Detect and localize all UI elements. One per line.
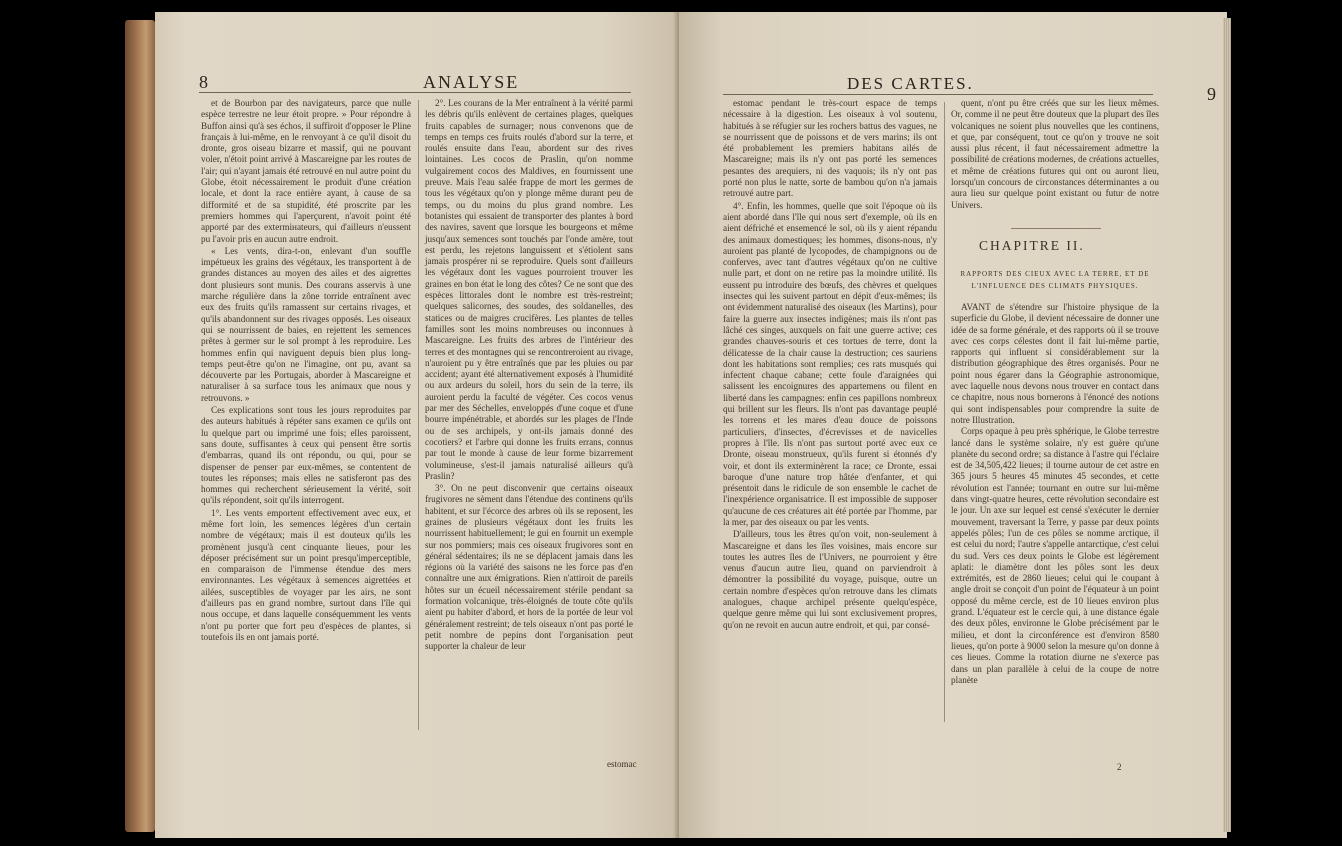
paragraph: et de Bourbon par des navigateurs, parce que nulle espèce terrestre ne leur étoit propre. » Pour répondre à Buffon ainsi qu'à ses échos, il suffiroit d'opposer le Pline français à lui-même, en le renvoyant à ce qu'il disoit du dronte, gros oiseau bizarre et massif, qui ne pouvant voler, n'étoit point arrivé à Mascareigne par les routes de l'air; qui n'ayant jamais été retrouvé en nul autre point du Globe, étoit nécessairement le produit d'une création locale, et dont la race entière ayant, à cause de sa difformité et de sa stupidité, été proscrite par les premiers hommes qui l'aperçurent, n'avoit point été apporté par des extermінateurs, qui d'ailleurs n'eussent pu l'avoir pris en aucun autre endroit. xyxy=(201,98,411,244)
left-head-rule xyxy=(199,92,631,93)
paragraph: 2°. Les courans de la Mer entraînent à la vérité parmi les débris qu'ils enlèvent de certaines plages, quelques fruits capables de surnager; nous convenons que de temps en temps ces fruits roulés d'abord sur la terre, et roulés ensuite dans l'eau, abordent sur des rives lointaines. Les cocos de Praslin, qu'on nomme vulgairement cocos des Maldives, en fournissent une preuve. Mais l'eau salée frappe de mort les germes de tous les végétaux qu'on y plonge même durant peu de temps, ou du moins du plus grand nombre. Les botanistes qui essaient de transporter des plantes à bord des navires, savent que lorsque les bourgeons et même jusqu'aux semences sont touchés par l'onde amère, tout est perdu, les rejetons languissent et s'étiolent sans jamais prospérer ni se reproduire. Quels sont d'ailleurs les végétaux dont les vagues pourroient trouver les graines en bon état le long des côtes? Ce ne sont que des espèces littorales dont le nombre est très-restreint; quelques salicornes, des soudes, des soldanelles, des statices ou de maigres crucifères. Les plantes de telles familles sont les moins nombreuses ou inconnues à Mascareigne. Les fruits des arbres de l'intérieur des terres et des montagnes qui se rencontreroient au rivage, n'auroient pu y être entraînés que par les pluies ou par accident; ayant été alternativement exposés à l'humidité ou aux ardeurs du soleil, hors du sein de la terre, ils auroient perdu la faculté de végéter. Ces cocos venus par mer des Séchelles, enveloppés d'une coque et d'une bourre impénétrable, et abordés sur les plages de l'Inde ou de ses archipels, y ont-ils jamais donné des cocotiers? et l'arbre qui donne les fruits errans, connus par tout le monde à cause de leur forme bizarrement volumineuse, s'est-il jamais naturalisé ailleurs qu'à Praslin? xyxy=(425,98,633,481)
right-column-1 xyxy=(723,98,937,738)
left-page-number: 8 xyxy=(199,72,210,92)
right-column-2 xyxy=(951,98,1159,210)
catchword: estomac xyxy=(607,759,637,769)
chapter-ornament-rule xyxy=(1011,228,1101,229)
left-column-1 xyxy=(201,98,411,738)
right-column-divider xyxy=(944,102,945,722)
paragraph: AVANT de s'étendre sur l'histoire physique de la superficie du Globe, il devient nécessaire de donner une idée de sa forme générale, et des rapports où il se trouve avec ces corps célestes dont il fait lui-même partie, rapports qui influent si considérablement sur la distribution géographique des êtres organisés. Pour ne point nous égarer dans la Géographie astronomique, avec laquelle nous devons nous trouver en contact dans ce chapitre, nous nous bornerons à l'énoncé des notions qui sont indispensables pour comprendre la suite de notre Illustration. xyxy=(951,302,1159,425)
paragraph: estomac pendant le très-court espace de temps nécessaire à la digestion. Les oiseaux à vol soutenu, habitués à se réfugier sur les rochers battus des vagues, ne se nourrissent que de poissons et de vers marins; ils ont été probablement les premiers habitans ailés de Mascareigne; mais ils n'y ont pas porté les semences pesantes des arequiers, ni des vaquois; ils n'y ont pas porté non plus le natte, sorte de bambou qu'on n'a jamais retrouvé autre part. xyxy=(723,98,937,199)
chapter-subtitle: RAPPORTS DES CIEUX AVEC LA TERRE, ET DE L'INFLUENCE DES CLIMATS PHYSIQUES. xyxy=(960,270,1150,290)
paragraph: D'ailleurs, tous les êtres qu'on voit, non-seulement à Mascareigne et dans les îles voisines, mais encore sur toutes les autres îles de l'Univers, ne pourroient y être venus d'aucun autre lieu, quand on parviendroit à démontrer la possibilité du voyage, puisque, outre un certain nombre d'espèces qu'on retrouve dans les climats analogues, chaque archipel présente quelqu'espèce, quelque genre même qui lui sont exclusivement propres, qu'on ne revoit en aucun autre endroit, et qui, par consé- xyxy=(723,529,937,630)
paragraph: Ces explications sont tous les jours reproduites par des auteurs habitués à répéter sans examen ce qu'ils ont lu quelque part ou imprimé une fois; elles paroissent, sans doute, suffisantes à ceux qui pensent être sortis d'embarras, quand ils ont répondu, ou qui, pour se dispenser de penser par eux-mêmes, se contentent de toutes les réponses; mais elles ne satisferont pas des hommes qui recherchent sérieusement la vérité, soit qu'ils répondent, soit qu'ils interrogent. xyxy=(201,405,411,506)
right-page-number: 9 xyxy=(1207,84,1218,104)
paragraph: « Les vents, dira-t-on, enlevant d'un souffle impétueux les grains des végétaux, les transportent à de grandes distances au moyen des ailes et des aigrettes dont plusieurs sont munis. Des courans asservis à une marche régulière dans la zône torride entraînent avec eux des fruits qu'ils ramassent sur certains rivages, et qu'ils abandonnent sur des rivages opposés. Les oiseaux qui se nourrissent de baies, en rejettent les semences prêtes à germer sur le sol prompt à les reproduire. Les hommes enfin qui naviguent depuis bien plus long-temps peut-être qu'on ne l'imagine, ont pu, avant sa découverte par les Portugais, aborder à Mascareigne et naturaliser à sa surface tous les animaux que nous y retrouvons. » xyxy=(201,245,411,403)
paragraph: 3°. On ne peut disconvenir que certains oiseaux frugivores ne sèment dans l'étendue des continens qu'ils habitent, et sur l'écorce des arbres où ils se reposent, les graines de plusieurs végétaux dont les fruits les nourrissent habituellement; le gui en fournit un exemple sur nos pommiers; mais ces oiseaux frugivores sont en général sédentaires; ils ne se déplacent jamais dans les régions où la variété des saisons ne les force pas d'en connaître une aux émigrations. Rien n'attiroit de pareils hôtes sur un écueil nécessairement stérile pendant sa formation volcanique, très-éloignés de toute côte qu'ils aient pu habiter d'abord, et hors de la portée de leur vol généralement restreint; de tels oiseaux n'ont pas porté le petit nombre de pepins dont l'organisation peut supporter la chaleur de leur xyxy=(425,483,633,652)
chapter-title: CHAPITRE II. xyxy=(979,238,1085,253)
book-binding xyxy=(125,20,155,832)
paragraph: quent, n'ont pu être créés que sur les lieux mêmes. Or, comme il ne peut être douteux que la plupart des îles volcaniques ne soient plus nouvelles que les continens, et que, par conséquent, tout ce qu'on y trouve ne soit aussi plus récent, il faut nécessairement admettre la possibilité de créations modernes, de créations actuelles, et même de créations futures qui ont ou auront lieu, lorsqu'un concours de circonstances déterminantes a ou aura lieu sur quelque point existant ou futur de notre Univers. xyxy=(951,98,1159,210)
left-page xyxy=(155,12,679,838)
left-column-2 xyxy=(425,98,633,756)
paragraph: 4°. Enfin, les hommes, quelle que soit l'époque où ils aient abordé dans l'île qui nous sert d'exemple, où ils en aient défriché et ensemencé le sol, où ils y aient répandu des animaux domestiques; les hommes, disons-nous, n'y auroient pas planté de lycopodes, de champignons ou de conferves, avec tant d'autres végétaux qu'on ne cultive nulle part, et dont on ne retire pas la moindre utilité. Ils eussent pu introduire des bœufs, des chèvres et quelques insectes qui les suivent partout en dépit d'eux-mêmes; ils ont évidemment naturalisé des oiseaux (les Martins), pour faire la guerre aux insectes indigènes; mais ils n'ont pas lâché ces singes, auxquels on fait une guerre active; ces grandes chauves-souris et ces tortues de terre, dont la délicatesse de la chair cause la destruction; ces sauriens dont les habitations sont remplies; ces rats musqués qui infectent chaque cabane; cette foule d'araignées qui salissent les encoignures des appartemens ou filent en liberté dans les campagnes: enfin ces papillons nombreux qui brillent sur les fleurs. Ils n'ont pas davantage peuplé les torrens et les mares d'eau douce de poissons particuliers, d'insectes, d'écrevisses et de navicelles propres à l'île. Ils n'ont pas surtout porté avec eux ce Dronte, oiseau monstrueux, qu'ils furent si étonnés d'y voir, et dont ils exterminèrent la race; ce Dronte, essai baroque d'une nature trop hâtée d'enfanter, et qui présentoit dans le ridicule de son ensemble le cachet de l'inexpérience organisatrice. Il est impossible de supposer qu'aucune de ces créatures ait été portée par l'homme, par la mer, par des oiseaux ou par les vents. xyxy=(723,200,937,527)
page-edges xyxy=(1223,18,1231,832)
left-running-head: ANALYSE xyxy=(423,72,520,92)
chapter-body xyxy=(951,302,1159,754)
signature-mark: 2 xyxy=(1117,762,1122,772)
paragraph: 1°. Les vents emportent effectivement avec eux, et même fort loin, les semences légères d'un certain nombre de végétaux; mais il est douteux qu'ils les promènent jusqu'à cent cinquante lieues, pour les déposer précisément sur un point presqu'imperceptible, en comparaison de l'immense étendue des mers environnantes. Les végétaux à semences aigrettées et ailées, susceptibles de voyager par les airs, ne sont d'ailleurs pas en grand nombre, surtout dans l'île qui nous occupe, et dans laquelle conséquemment les vents n'ont pu porter que fort peu d'espèces de plantes, si toutefois ils en ont jamais porté. xyxy=(201,507,411,642)
right-head-rule xyxy=(723,94,1153,95)
paragraph: Corps opaque à peu près sphérique, le Globe terrestre lancé dans le système solaire, n'y est guère qu'une planète du second ordre; sa distance à l'astre qui l'éclaire est de 34,505,422 lieues; il tourne autour de cet astre en 365 jours 5 heures 45 minutes 45 secondes, et cette révolution est l'année; tournant en outre sur lui-même dans vingt-quatre heures, cette révolution secondaire est le jour. Un axe sur lequel est censé s'exécuter le dernier mouvement, traversant la Terre, y passe par deux points appelés pôles; l'un de ces pôles se nomme arctique, il est celui du nord; l'autre s'appelle antarctique, c'est celui du sud. Vers ces deux points le Globe est légèrement aplati: le diamètre dont les pôles sont les deux extrémités, est de 2860 lieues; celui qui le coupant à angle droit se conçoit d'un point de l'équateur à un point opposé du même cercle, est de 10 lieues environ plus grand. L'équateur est le cercle qui, à une distance égale des deux pôles, environne le Globe précisément par le milieu, et dont la circonférence est d'environ 8580 lieues, qu'on porte à 9000 selon la mesure qu'on donne à ces lieues. Comme la rotation diurne ne s'exerce pas dans un plan parallèle à celui de la coupe de notre planète xyxy=(951,426,1159,685)
left-column-divider xyxy=(418,100,419,730)
open-book xyxy=(125,8,1231,841)
right-running-head: DES CARTES. xyxy=(847,74,974,93)
right-page xyxy=(679,12,1227,838)
